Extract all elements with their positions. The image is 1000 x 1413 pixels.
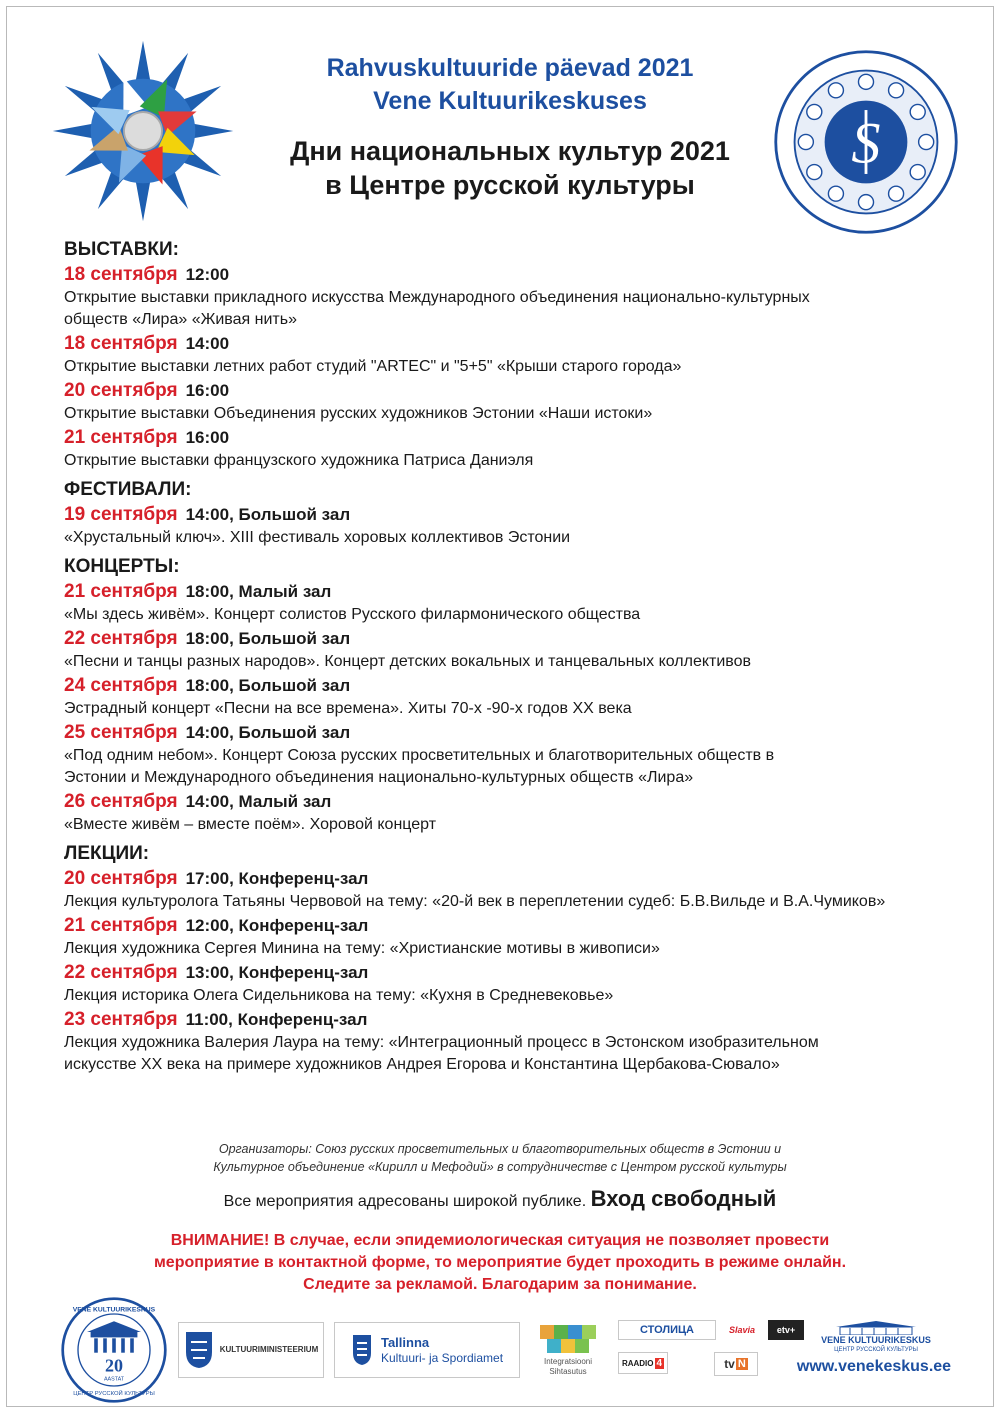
title-estonian: [250, 52, 770, 118]
partner-slavia: [726, 1316, 758, 1344]
vk-seal-bottom: ЦЕНТР РУССКОЙ КУЛЬТУРЫ: [73, 1391, 155, 1397]
event-date: 18 сентября: [64, 264, 178, 285]
event-item: [64, 867, 984, 913]
tallinn-line-2: Kultuuri- ja Spordiamet: [380, 1350, 504, 1365]
event-item: [64, 379, 984, 425]
event-description: «Вместе живём – вместе поём». Хоровой концерт: [64, 816, 437, 833]
organizers-note: Организаторы: Союз русских просветительных и благотворительных обществ в Эстонии и Культурное объединение «Кирилл и Мефодий» в сотрудничестве с Центром русской культуры: [213, 1142, 787, 1174]
title-et-line-1: Rahvuskultuuride päevad 2021: [326, 54, 694, 82]
event-description: «Хрустальный ключ». XIII фестиваль хоровых коллективов Эстонии: [64, 529, 571, 546]
partner-vene-kultuurikeskus: [814, 1318, 938, 1356]
event-time: 18:00, Большой зал: [185, 676, 351, 695]
partner-integratsiooni: [528, 1322, 608, 1378]
event-date: 21 сентября: [64, 427, 178, 448]
event-time: 16:00: [185, 381, 230, 400]
event-item: [64, 627, 984, 673]
event-time: 18:00, Малый зал: [185, 582, 332, 601]
event-date: 21 сентября: [64, 915, 178, 936]
tvn-n: N: [737, 1358, 746, 1370]
vk-seal-number: 20: [105, 1355, 123, 1376]
event-item: [64, 503, 984, 549]
event-date: 22 сентября: [64, 962, 178, 983]
section-title: КОНЦЕРТЫ:: [64, 556, 180, 577]
event-item: [64, 263, 984, 331]
title-ru-line-2: в Центре русской культуры: [325, 170, 695, 200]
tallinn-crest-icon: [351, 1333, 373, 1367]
title-russian: [240, 134, 780, 202]
event-item: [64, 1008, 984, 1076]
event-time: 18:00, Большой зал: [185, 629, 351, 648]
event-item: [64, 914, 984, 960]
event-item: [64, 790, 984, 836]
event-time: 14:00, Большой зал: [185, 723, 351, 742]
partner-stolitsa: [618, 1320, 716, 1340]
partner-bar: [6, 1296, 994, 1406]
event-description: Лекция культуролога Татьяны Червовой на тему: «20-й век в переплетении судеб: Б.В.Вильде и В.А.Чумиков»: [64, 893, 886, 910]
event-description: Открытие выставки летних работ студий "ARTEC" и "5+5" «Крыши старого города»: [64, 358, 682, 375]
event-description: Открытие выставки прикладного искусства Международного объединения национально-культурных обществ «Лира» «Живая нить»: [64, 289, 810, 328]
cornflower-icon: [48, 36, 238, 226]
integr-line-1: Integratsiooni: [543, 1357, 593, 1366]
tvn-label: tv: [724, 1357, 735, 1371]
event-date: 25 сентября: [64, 722, 178, 743]
event-item: [64, 674, 984, 720]
event-item: [64, 332, 984, 378]
event-item: [64, 580, 984, 626]
building-icon: [816, 1321, 936, 1335]
event-time: 16:00: [185, 428, 230, 447]
event-date: 24 сентября: [64, 675, 178, 696]
event-item: [64, 961, 984, 1007]
event-time: 13:00, Конференц-зал: [185, 963, 369, 982]
public-text: Все мероприятия адресованы широкой публике.: [223, 1193, 587, 1210]
program-list: [64, 238, 984, 1076]
tallinn-line-1: Tallinna: [380, 1334, 430, 1350]
kultuur-label: KULTUURIMINISTEERIUM: [219, 1345, 319, 1354]
free-entry: Вход свободный: [590, 1186, 777, 1211]
vk-seal-top: VENE KULTUURIKESKUS: [72, 1306, 156, 1314]
event-date: 20 сентября: [64, 868, 178, 889]
partner-tvn: [714, 1352, 758, 1376]
attention-notice: ВНИМАНИЕ! В случае, если эпидемиологическая ситуация не позволяет провести мероприятие в контактной форме, то мероприятие будет проходить в режиме онлайн. Следите за рекламой. Благодарим за понимание.: [153, 1232, 847, 1293]
section-title: ФЕСТИВАЛИ:: [64, 479, 192, 500]
event-time: 14:00: [185, 334, 230, 353]
event-time: 14:00, Большой зал: [185, 505, 351, 524]
event-time: 12:00, Конференц-зал: [185, 916, 369, 935]
title-et-line-2: Vene Kultuurikeskuses: [373, 87, 647, 115]
svg-text:S: S: [851, 110, 881, 176]
event-description: Открытие выставки Объединения русских художников Эстонии «Наши истоки»: [64, 405, 653, 422]
stolitsa-label: СТОЛИЦА: [639, 1324, 694, 1336]
vk-title: VENE KULTUURIKESKUS: [821, 1334, 931, 1345]
raadio-number: 4: [656, 1357, 663, 1369]
event-date: 26 сентября: [64, 791, 178, 812]
section-title: ВЫСТАВКИ:: [64, 239, 180, 260]
event-description: Лекция художника Сергея Минина на тему: «Христианские мотивы в живописи»: [64, 940, 660, 957]
title-ru-line-1: Дни национальных культур 2021: [290, 136, 730, 166]
vene-kultuurikeskus-seal-icon: [60, 1296, 168, 1404]
event-date: 20 сентября: [64, 380, 178, 401]
partner-kultuuriministeerium: [178, 1322, 324, 1378]
raadio-label: RAADIO: [621, 1358, 654, 1368]
event-description: Эстрадный концерт «Песни на все времена». Хиты 70-х -90-х годов XX века: [64, 700, 632, 717]
vk-seal-sub: AASTAT: [103, 1376, 125, 1383]
event-date: 22 сентября: [64, 628, 178, 649]
event-date: 18 сентября: [64, 333, 178, 354]
slavia-label: Slavia: [728, 1325, 756, 1335]
etv-label: etv+: [776, 1325, 796, 1335]
event-date: 21 сентября: [64, 581, 178, 602]
event-time: 17:00, Конференц-зал: [185, 869, 369, 888]
event-description: Открытие выставки французского художника Патриса Даниэля: [64, 452, 534, 469]
public-line: [100, 1184, 900, 1217]
integr-line-2: Sihtasutus: [549, 1367, 587, 1376]
partner-tallinn: [334, 1322, 520, 1378]
event-description: «Песни и танцы разных народов». Концерт детских вокальных и танцевальных коллективов: [64, 653, 752, 670]
event-time: 12:00: [185, 265, 230, 284]
event-description: Лекция художника Валерия Лаура на тему: «Интеграционный процесс в Эстонском изобразительном искусстве XX века на примере художников Андрея Егорова и Константина Щербакова-Сювало»: [64, 1034, 819, 1073]
event-date: 19 сентября: [64, 504, 178, 525]
section-title: ЛЕКЦИИ:: [64, 843, 150, 864]
event-item: [64, 721, 984, 789]
event-description: «Под одним небом». Концерт Союза русских просветительных и благотворительных обществ в Эстонии и Международного объединения национально-культурных обществ «Лира»: [64, 747, 775, 786]
vk-sub: ЦЕНТР РУССКОЙ КУЛЬТУРЫ: [834, 1346, 918, 1353]
event-date: 23 сентября: [64, 1009, 178, 1030]
event-description: Лекция историка Олега Сидельникова на тему: «Кухня в Средневековье»: [64, 987, 614, 1004]
event-time: 11:00, Конференц-зал: [185, 1010, 368, 1029]
partner-etv-plus: [768, 1320, 804, 1340]
estonian-coat-of-arms-icon: [184, 1330, 214, 1370]
website-link[interactable]: www.venekeskus.ee: [796, 1358, 952, 1375]
event-time: 14:00, Малый зал: [185, 792, 332, 811]
partner-raadio4: [618, 1352, 668, 1374]
vhl-seal-icon: [772, 48, 960, 236]
puzzle-icon: [538, 1323, 598, 1357]
event-description: «Мы здесь живём». Концерт солистов Русского филармонического общества: [64, 606, 641, 623]
event-item: [64, 426, 984, 472]
